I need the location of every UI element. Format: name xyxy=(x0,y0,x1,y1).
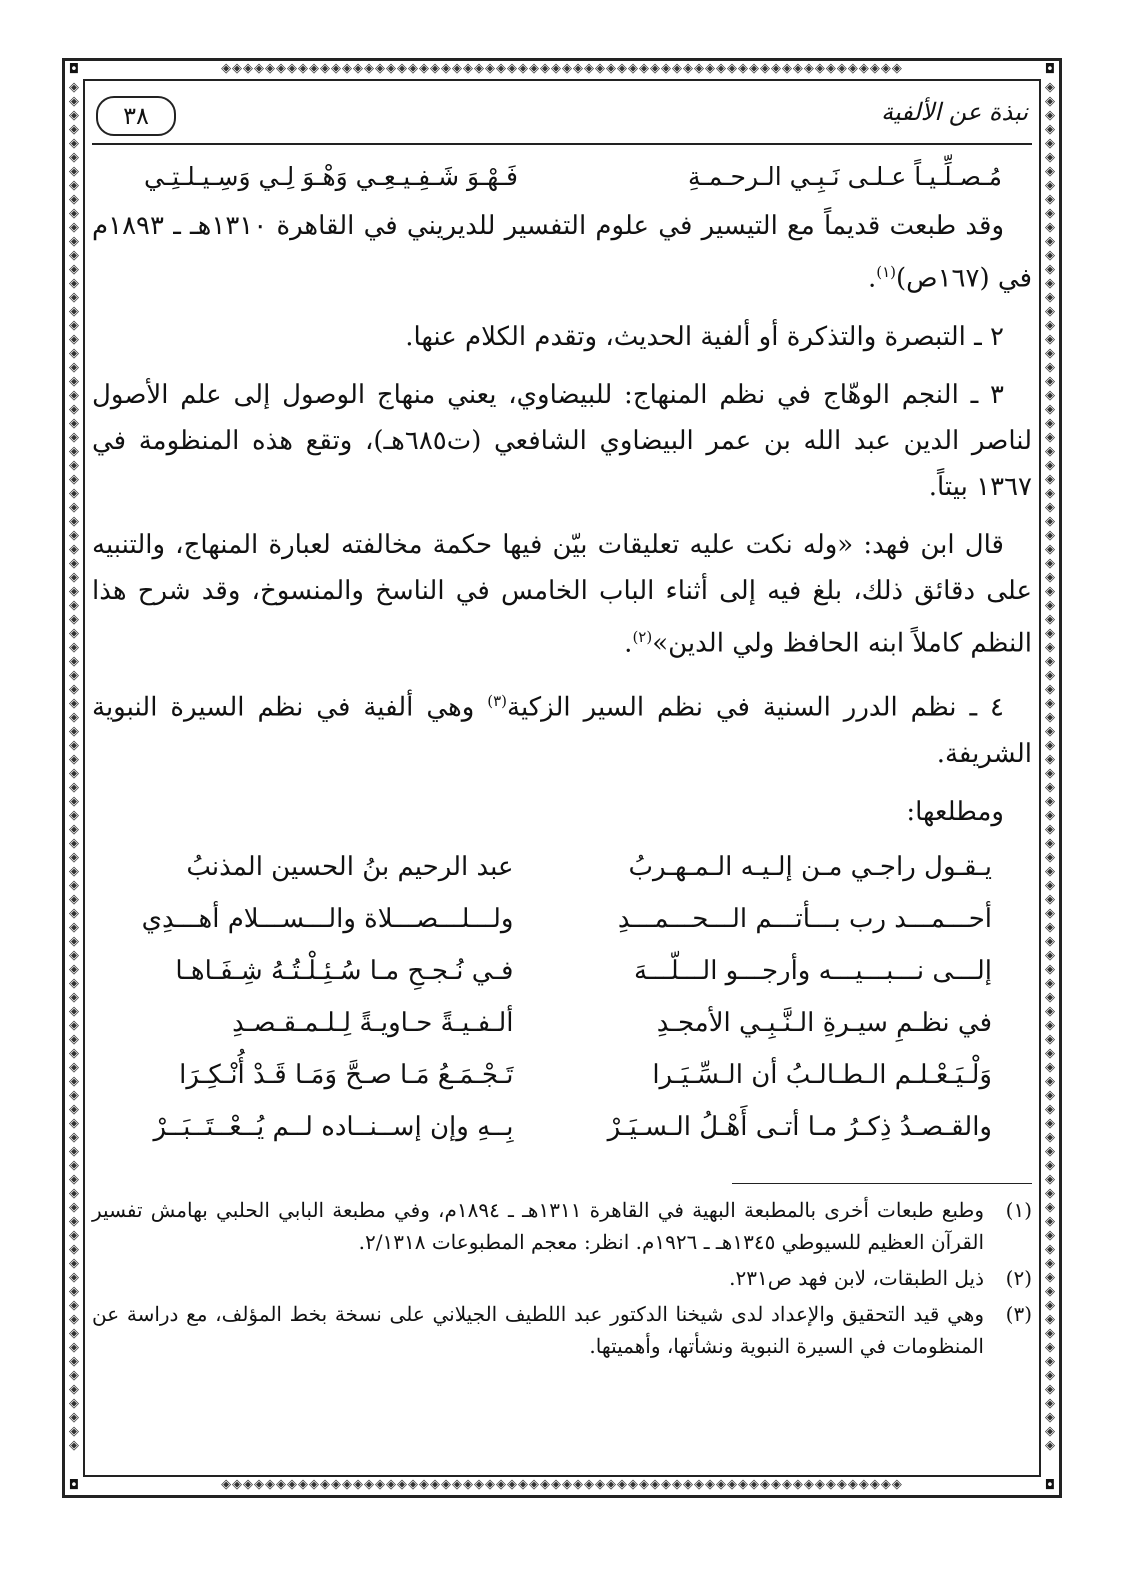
hemistich-left: بِــهِ وإن إســنــاده لــم يُــعْــتَــبَــرْ xyxy=(153,1111,514,1142)
hemistich-left: عبد الرحيم بنُ الحسين المذنبُ xyxy=(186,851,514,882)
verse-hemistich-left: فَـهْـوَ شَـفِـيـعِـي وَهْـوَ لِـي وَسِـيـلـتِـي xyxy=(144,162,518,191)
running-title: نبذة عن الألفية xyxy=(881,98,1028,126)
paragraph-text: وقد طبعت قديماً مع التيسير في علوم التفسير للديريني في القاهرة ١٣١٠هـ ـ ١٨٩٣م في (١٦٧ص) xyxy=(92,211,1032,294)
footnote-number: (١) xyxy=(1005,1197,1032,1222)
footnote xyxy=(92,1262,1032,1294)
paragraph xyxy=(92,678,1032,777)
footnote xyxy=(92,1194,1032,1258)
paragraph xyxy=(92,203,1032,302)
poem-line xyxy=(92,997,1032,1049)
footnote-number: (٢) xyxy=(1005,1265,1032,1290)
paragraph-text: قال ابن فهد: «وله نكت عليه تعليقات بيّن فيها حكمة مخالفته لعبارة المنهاج، والتنبيه على دقائق ذلك، بلغ فيه إلى أثناء الباب الخامس في الناسخ والمنسوخ، وقد شرح هذا النظم كاملاً ابنه الحافظ ولي الدين» xyxy=(92,529,1032,659)
hemistich-left: تَـجْـمَـعُ مَـا صـحَّ وَمَـا قَـدْ أُنْـكِـرَا xyxy=(179,1059,514,1090)
footnote-ref: (٣) xyxy=(487,692,507,711)
footnote-text: ذيل الطبقات، لابن فهد ص٢٣١. xyxy=(729,1265,984,1290)
poem-line xyxy=(92,1049,1032,1101)
hemistich-right: يـقـول راجـي مـن إلـيـه الـمـهـربُ xyxy=(628,851,992,882)
hemistich-left: ولـــلـــصـــلاة والـــســـلام أهـــدِي xyxy=(141,903,514,934)
page-number: ٣٨ xyxy=(96,96,176,136)
corner-ornament: ◘ xyxy=(1044,62,1056,77)
verse-hemistich-right: مُـصـلِّـيـاً عـلـى نَـبِـي الـرحـمـةِ xyxy=(688,162,1002,191)
border-ornament-bottom: ◈◈◈◈◈◈◈◈◈◈◈◈◈◈◈◈◈◈◈◈◈◈◈◈◈◈◈◈◈◈◈◈◈◈◈◈◈◈◈◈◈◈◈◈◈◈◈◈◈◈◈◈◈◈◈◈◈◈◈◈◈◈ xyxy=(221,1478,903,1492)
paragraph-text: ٤ ـ نظم الدرر السنية في نظم السير الزكية xyxy=(507,692,1004,723)
verse-line xyxy=(92,151,1032,203)
corner-ornament: ◘ xyxy=(68,62,80,77)
paragraph-end: . xyxy=(867,263,877,294)
footnotes xyxy=(92,1183,1032,1362)
border-ornament-left: ◈◈◈◈◈◈◈◈◈◈◈◈◈◈◈◈◈◈◈◈◈◈◈◈◈◈◈◈◈◈◈◈◈◈◈◈◈◈◈◈◈◈◈◈◈◈◈◈◈◈◈◈◈◈◈◈◈◈◈◈◈◈◈◈◈◈◈◈◈◈◈◈◈◈◈◈◈◈◈◈◈◈◈◈◈◈◈◈◈◈◈◈◈◈◈◈◈◈ xyxy=(69,81,79,1453)
paragraph: ومطلعها: xyxy=(906,796,1004,827)
paragraph-end: . xyxy=(624,628,633,659)
poem-line xyxy=(92,1101,1032,1153)
footnote-number: (٣) xyxy=(1005,1301,1032,1326)
paragraph: ٣ ـ النجم الوهّاج في نظم المنهاج: للبيضاوي، يعني منهاج الوصول إلى علم الأصول لناصر الدين عبد الله بن عمر البيضاوي الشافعي (ت٦٨٥هـ)، وتقع هذه المنظومة في ١٣٦٧ بيتاً. xyxy=(92,379,1033,502)
poem xyxy=(92,841,1032,1153)
border-ornament-top: ◈◈◈◈◈◈◈◈◈◈◈◈◈◈◈◈◈◈◈◈◈◈◈◈◈◈◈◈◈◈◈◈◈◈◈◈◈◈◈◈◈◈◈◈◈◈◈◈◈◈◈◈◈◈◈◈◈◈◈◈◈◈ xyxy=(221,62,903,76)
footnote-text: وهي قيد التحقيق والإعداد لدى شيخنا الدكتور عبد اللطيف الجيلاني على نسخة بخط المؤلف، مع دراسة عن المنظومات في السيرة النبوية ونشأتها، وأهميتها. xyxy=(92,1301,984,1358)
hemistich-left: ألـفـيـةً حـاويـةً لِـلـمـقـصـدِ xyxy=(232,1007,514,1038)
paragraph xyxy=(92,522,1032,667)
footnote xyxy=(92,1298,1032,1362)
border-ornament-right: ◈◈◈◈◈◈◈◈◈◈◈◈◈◈◈◈◈◈◈◈◈◈◈◈◈◈◈◈◈◈◈◈◈◈◈◈◈◈◈◈◈◈◈◈◈◈◈◈◈◈◈◈◈◈◈◈◈◈◈◈◈◈◈◈◈◈◈◈◈◈◈◈◈◈◈◈◈◈◈◈◈◈◈◈◈◈◈◈◈◈◈◈◈◈◈◈◈◈ xyxy=(1045,81,1055,1453)
poem-line xyxy=(92,893,1032,945)
paragraph-text: وهي ألفية في نظم السيرة النبوية الشريفة. xyxy=(92,692,1032,769)
page-header xyxy=(92,88,1032,145)
footnote-separator xyxy=(732,1183,1032,1184)
hemistich-right: في نظـمِ سيـرةِ الـنَّـبِـي الأمجـدِ xyxy=(656,1007,992,1038)
hemistich-left: فـي نُـجـحِ مـا سُـئِـلْـتُـهُ شِـفَـاهـا xyxy=(175,955,514,986)
corner-ornament: ◘ xyxy=(68,1478,80,1493)
hemistich-right: إلـــى نـــبـــيـــه وأرجـــو الـــلّـــهَ xyxy=(634,955,992,986)
footnote-text: وطبع طبعات أخرى بالمطبعة البهية في القاهرة ١٣١١هـ ـ ١٨٩٤م، وفي مطبعة البابي الحلبي بهامش تفسير القرآن العظيم للسيوطي ١٣٤٥هـ ـ ١٩٢٦م. انظر: معجم المطبوعات ٢/١٣١٨. xyxy=(92,1197,985,1254)
paragraph: ٢ ـ التبصرة والتذكرة أو ألفية الحديث، وتقدم الكلام عنها. xyxy=(405,321,1004,352)
poem-line xyxy=(92,841,1032,893)
poem-line xyxy=(92,945,1032,997)
footnote-ref: (١) xyxy=(876,263,896,281)
hemistich-right: وَلْـيَـعْـلـم الـطـالـبُ أن الـسِّـيَـرا xyxy=(652,1059,992,1090)
footnote-ref: (٢) xyxy=(632,627,653,646)
page-content xyxy=(92,88,1032,1362)
hemistich-right: والقـصـدُ ذِكـرُ مـا أتـى أَهْـلُ الـسـيَـرْ xyxy=(607,1111,992,1142)
hemistich-right: أحـــمـــد رب بـــأتـــم الـــحـــمـــدِ xyxy=(617,903,992,934)
corner-ornament: ◘ xyxy=(1044,1478,1056,1493)
